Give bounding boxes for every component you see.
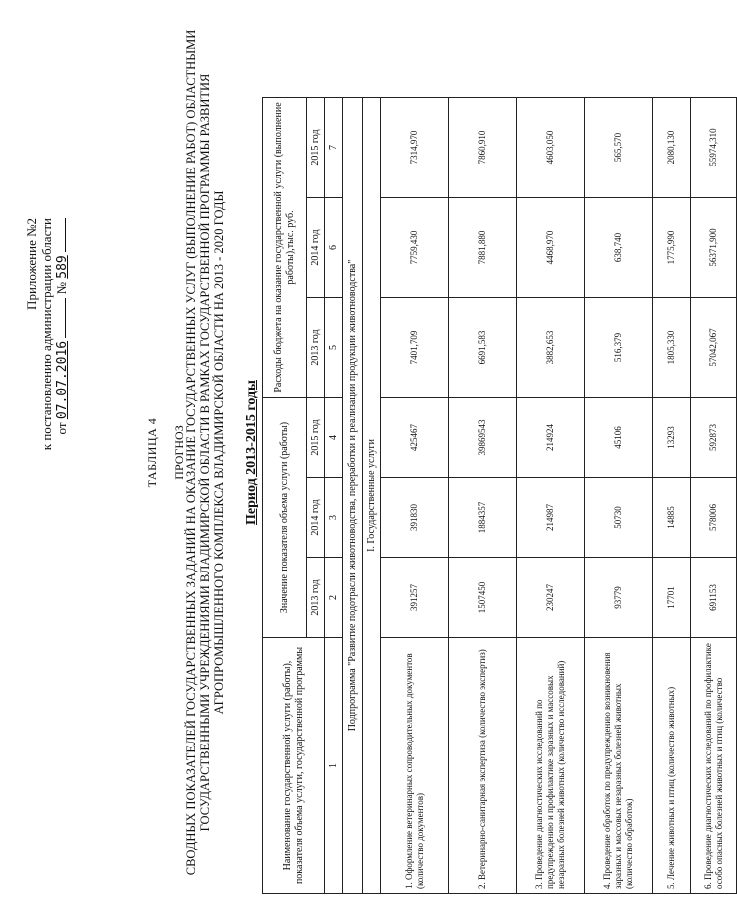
- section-row: I. Государственные услуги: [363, 97, 381, 893]
- cell-value: 565,570: [585, 97, 653, 197]
- cell-value: 7881,880: [449, 197, 517, 297]
- year-header: 2014 год: [307, 478, 325, 558]
- appendix-title: Приложение №2: [24, 218, 39, 310]
- table-row: [585, 97, 653, 893]
- cell-value: 3882,653: [517, 297, 585, 397]
- row-name: 6. Проведение диагностических исследований по профилактике особо опасных болезней животных и птиц (количество: [691, 638, 737, 894]
- table-row: [449, 97, 517, 893]
- header-volume: Значение показателя объема услуги (работы): [263, 397, 307, 637]
- column-number: 7: [325, 97, 343, 197]
- column-number: 3: [325, 478, 343, 558]
- cell-value: 56371,900: [691, 197, 737, 297]
- cell-value: 691153: [691, 558, 737, 638]
- table-row: [517, 97, 585, 893]
- cell-value: 93779: [585, 558, 653, 638]
- cell-value: 592873: [691, 397, 737, 477]
- decree-number: 589: [55, 255, 70, 279]
- cell-value: 1507450: [449, 558, 517, 638]
- column-number: 6: [325, 197, 343, 297]
- cell-value: 1805,330: [653, 297, 691, 397]
- row-name: 3. Проведение диагностических исследований по предупреждению и профилактике заразных и массовых незаразных болезней животных (количество исследований): [517, 638, 585, 894]
- cell-value: 1775,990: [653, 197, 691, 297]
- cell-value: 638,740: [585, 197, 653, 297]
- decree-date: 07.07.2016: [55, 340, 70, 420]
- column-number: 1: [325, 638, 343, 894]
- cell-value: 14885: [653, 478, 691, 558]
- table-label: ТАБЛИЦА 4: [145, 417, 159, 488]
- year-header: 2015 год: [307, 97, 325, 197]
- cell-value: 7759,430: [381, 197, 449, 297]
- cell-value: 55974,310: [691, 97, 737, 197]
- appendix-date-line: [54, 218, 70, 450]
- cell-value: 578006: [691, 478, 737, 558]
- table-row: [691, 97, 737, 893]
- year-header: 2015 год: [307, 397, 325, 477]
- table-row: [653, 97, 691, 893]
- cell-value: 13293: [653, 397, 691, 477]
- table-row: [381, 97, 449, 893]
- cell-value: 214987: [517, 478, 585, 558]
- title-line-3: АГРОПРОМЫШЛЕННОГО КОМПЛЕКСА ВЛАДИМИРСКОЙ ОБЛАСТИ НА 2013 - 2020 ГОДЫ: [212, 190, 226, 715]
- cell-value: 17701: [653, 558, 691, 638]
- appendix-block: [24, 218, 70, 450]
- number-prefix: №: [54, 281, 69, 295]
- cell-value: 6691,583: [449, 297, 517, 397]
- row-name: 5. Лечение животных и птиц (количество животных): [653, 638, 691, 894]
- cell-value: 7401,709: [381, 297, 449, 397]
- cell-value: 50730: [585, 478, 653, 558]
- year-header: 2013 год: [307, 297, 325, 397]
- cell-value: 2080,130: [653, 97, 691, 197]
- indicators-table: [262, 97, 737, 894]
- cell-value: 214924: [517, 397, 585, 477]
- column-number: 4: [325, 397, 343, 477]
- year-header: 2013 год: [307, 558, 325, 638]
- cell-value: 516,379: [585, 297, 653, 397]
- year-header: 2014 год: [307, 197, 325, 297]
- cell-value: 4603,050: [517, 97, 585, 197]
- cell-value: 45106: [585, 397, 653, 477]
- row-name: 2. Ветеринарно-санитарная экспертиза (количество экспертиз): [449, 638, 517, 894]
- period-heading: Период 2013-2015 годы: [244, 380, 259, 525]
- title-line-1: СВОДНЫХ ПОКАЗАТЕЛЕЙ ГОСУДАРСТВЕННЫХ ЗАДАНИЙ НА ОКАЗАНИЕ ГОСУДАРСТВЕННЫХ УСЛУГ (ВЫПОЛНЕНИЕ РАБОТ) ОБЛАСТНЫМИ: [184, 29, 198, 876]
- cell-value: 57042,067: [691, 297, 737, 397]
- cell-value: 7314,970: [381, 97, 449, 197]
- column-number: 2: [325, 558, 343, 638]
- cell-value: 230247: [517, 558, 585, 638]
- subprogram-row: Подпрограмма "Развитие подотрасли животноводства, переработки и реализации продукции животноводства": [343, 97, 363, 893]
- cell-value: 1884357: [449, 478, 517, 558]
- appendix-subtitle: к постановлению администрации области: [39, 218, 54, 451]
- forecast-label: ПРОГНОЗ: [172, 425, 186, 480]
- column-number: 5: [325, 297, 343, 397]
- header-service-name: Наименование государственной услуги (работы), показателя объема услуги, государственной программы: [263, 638, 325, 894]
- cell-value: 4468,970: [517, 197, 585, 297]
- cell-value: 391257: [381, 558, 449, 638]
- row-name: 1. Оформление ветеринарных сопроводительных документов (количество документов): [381, 638, 449, 894]
- cell-value: 7860,910: [449, 97, 517, 197]
- cell-value: 39869543: [449, 397, 517, 477]
- cell-value: 425467: [381, 397, 449, 477]
- date-prefix: от: [54, 422, 69, 435]
- title-line-2: ГОСУДАРСТВЕННЫМИ УЧРЕЖДЕНИЯМИ ВЛАДИМИРСКОЙ ОБЛАСТИ В РАМКАХ ГОСУДАРСТВЕННОЙ ПРОГРАММЫ РАЗВИТИЯ: [198, 73, 212, 832]
- header-budget: Расходы бюджета на оказание государственной услуги (выполнение работы),тыс. руб.: [263, 97, 307, 397]
- cell-value: 391830: [381, 478, 449, 558]
- row-name: 4. Проведение обработок по предупреждению возникновения заразных и массовых незаразных болезней животных (количество обработок): [585, 638, 653, 894]
